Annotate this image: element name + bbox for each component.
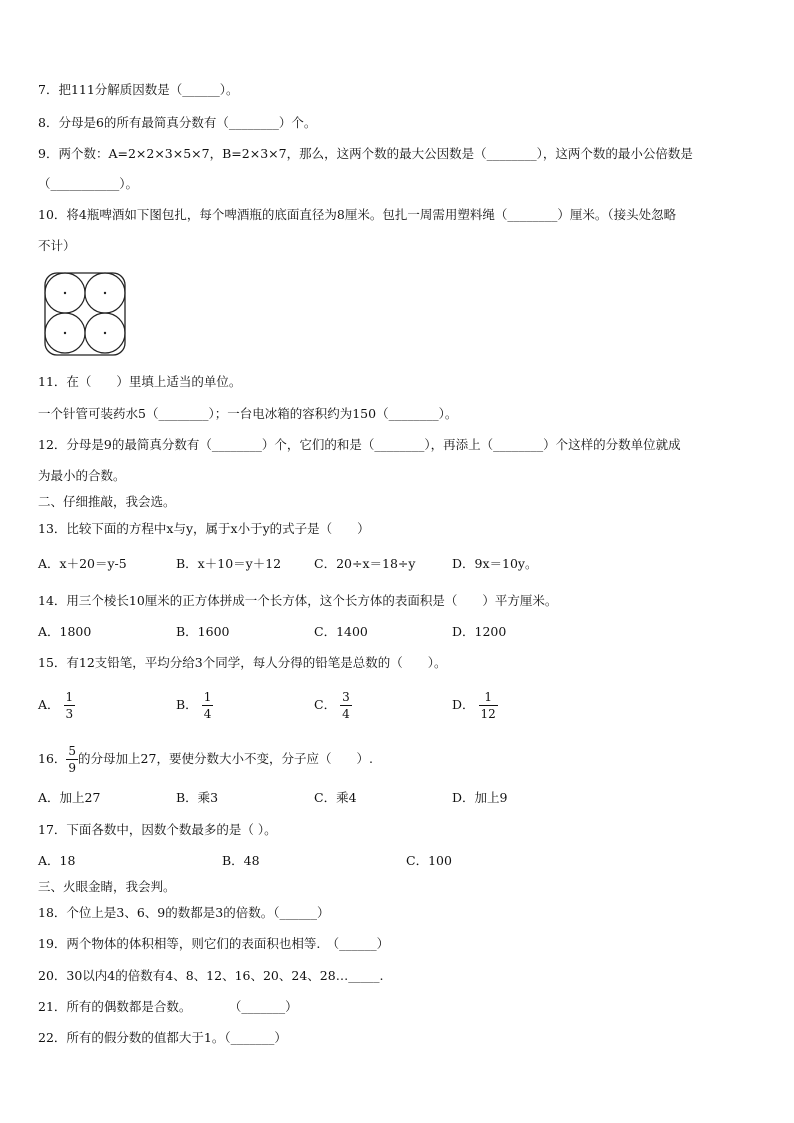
q15-option-a-label: A．	[38, 697, 60, 712]
q17-option-a: A．18	[38, 853, 76, 868]
q15-option-a-fraction	[64, 690, 76, 721]
question-16-denominator: 9	[68, 761, 77, 775]
question-20: 20．30以内4的倍数有4、8、12、16、20、24、28…_____.	[38, 968, 384, 983]
question-14: 14．用三个棱长10厘米的正方体拼成一个长方体，这个长方体的表面积是（ ）平方厘米。	[38, 593, 558, 608]
question-11-line1: 11．在（ ）里填上适当的单位。	[38, 374, 242, 389]
question-9-line1: 9．两个数：A=2×2×3×5×7，B=2×3×7，那么，这两个数的最大公因数是（________），这两个数的最小公倍数是	[38, 146, 693, 161]
question-21: 21．所有的偶数都是合数。 （_______）	[38, 999, 298, 1014]
q16-option-b: B．乘3	[176, 790, 219, 805]
q16-option-a: A．加上27	[38, 790, 101, 805]
q15-option-c-label: C．	[314, 697, 337, 712]
q15-option-d-numerator: 1	[484, 690, 492, 704]
question-16-label: 16．	[38, 751, 67, 766]
question-16-fraction	[66, 744, 78, 775]
q13-option-a: A．x＋20＝y-5	[38, 556, 127, 571]
q15-option-d	[452, 690, 498, 721]
question-7: 7．把111分解质因数是（______）。	[38, 82, 239, 97]
q15-option-c	[314, 690, 352, 721]
q16-option-c: C．乘4	[314, 790, 357, 805]
q15-option-b-numerator: 1	[203, 690, 212, 704]
q15-option-c-numerator: 3	[342, 690, 350, 704]
q13-option-d: D．9x＝10y。	[452, 556, 538, 571]
question-16-numerator: 5	[68, 744, 77, 758]
q14-option-a: A．1800	[38, 624, 92, 639]
q15-option-b-label: B．	[176, 697, 198, 712]
q15-option-d-denominator: 12	[480, 707, 496, 721]
question-19: 19．两个物体的体积相等，则它们的表面积也相等. （______）	[38, 936, 390, 951]
question-18: 18．个位上是3、6、9的数都是3的倍数。（______）	[38, 905, 330, 920]
question-22: 22．所有的假分数的值都大于1。（_______）	[38, 1030, 287, 1045]
section-3-heading: 三、火眼金睛，我会判。	[38, 879, 176, 894]
q17-option-b: B．48	[222, 853, 260, 868]
q17-option-c: C．100	[406, 853, 452, 868]
question-17: 17．下面各数中，因数个数最多的是（ ）。	[38, 822, 277, 837]
question-10-line2: 不计）	[38, 238, 76, 253]
question-9-line2: （___________）。	[38, 176, 139, 191]
question-8: 8．分母是6的所有最简真分数有（________）个。	[38, 115, 317, 130]
q15-option-d-label: D．	[452, 697, 475, 712]
q15-option-b-fraction	[202, 690, 214, 721]
q15-option-a-numerator: 1	[65, 690, 74, 704]
q14-option-c: C．1400	[314, 624, 368, 639]
question-10-line1: 10．将4瓶啤酒如下图包扎，每个啤酒瓶的底面直径为8厘米。包扎一周需用塑料绳（________）厘米。（接头处忽略	[38, 207, 677, 222]
section-2-heading: 二、仔细推敲，我会选。	[38, 494, 176, 509]
question-12-line2: 为最小的合数。	[38, 468, 126, 483]
question-12-line1: 12．分母是9的最简真分数有（________）个，它们的和是（________），再添上（________）个这样的分数单位就成	[38, 437, 681, 452]
q15-option-b	[176, 690, 213, 721]
bottle-bundle-diagram	[42, 270, 128, 358]
q15-option-c-denominator: 4	[342, 707, 350, 721]
question-13: 13．比较下面的方程中x与y，属于x小于y的式子是（ ）	[38, 521, 370, 536]
question-11-line2: 一个针管可装药水5（________）；一台电冰箱的容积约为150（________）。	[38, 406, 458, 421]
question-15: 15．有12支铅笔，平均分给3个同学，每人分得的铅笔是总数的（ ）。	[38, 655, 447, 670]
q14-option-d: D．1200	[452, 624, 507, 639]
q15-option-a	[38, 690, 75, 721]
q15-option-b-denominator: 4	[203, 707, 212, 721]
q13-option-c: C．20÷x＝18÷y	[314, 556, 416, 571]
q15-option-a-denominator: 3	[65, 707, 74, 721]
question-16-text: 的分母加上27，要使分数大小不变，分子应（ ）.	[78, 751, 373, 766]
q15-option-c-fraction	[340, 690, 352, 721]
q15-option-d-fraction	[479, 690, 498, 721]
question-16	[38, 744, 373, 775]
q13-option-b: B．x＋10＝y＋12	[176, 556, 282, 571]
q14-option-b: B．1600	[176, 624, 230, 639]
q16-option-d: D．加上9	[452, 790, 508, 805]
